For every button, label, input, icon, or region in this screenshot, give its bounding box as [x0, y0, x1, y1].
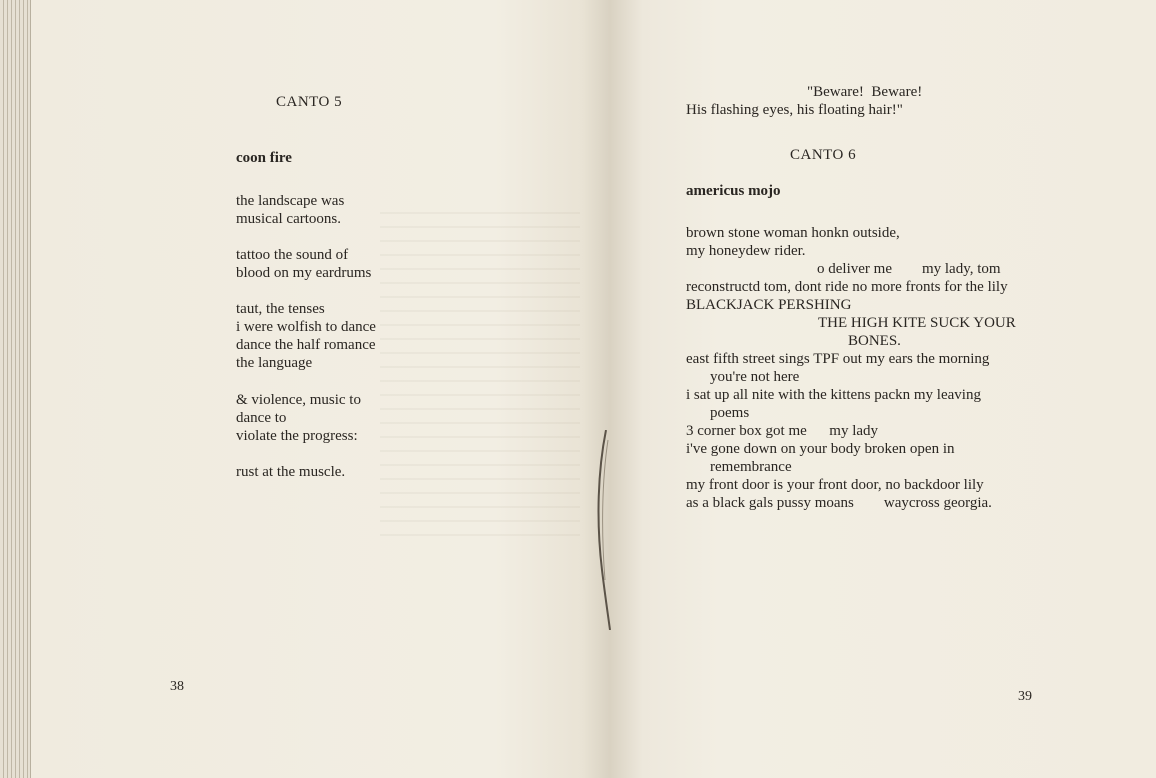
- epigraph-line: His flashing eyes, his floating hair!": [686, 102, 903, 118]
- poem-line: 3 corner box got me my lady: [686, 423, 879, 439]
- poem-line: brown stone woman honkn outside,: [686, 225, 900, 241]
- poem-line: i've gone down on your body broken open in: [686, 441, 955, 457]
- poem-line: as a black gals pussy moans waycross georgia.: [686, 495, 992, 511]
- poem-line: tattoo the sound of: [236, 247, 349, 263]
- poem-line: dance the half romance: [236, 337, 376, 353]
- poem-title-americus-mojo: americus mojo: [686, 183, 781, 199]
- canto-5-title: CANTO 5: [276, 94, 343, 110]
- poem-line: violate the progress:: [236, 428, 358, 444]
- page-number-right: 39: [1018, 689, 1032, 704]
- poem-line: poems: [710, 405, 750, 421]
- poem-line: taut, the tenses: [236, 301, 325, 317]
- poem-line: remembrance: [710, 459, 792, 475]
- book-gutter-crease: [596, 430, 612, 630]
- poem-line: my honeydew rider.: [686, 243, 806, 259]
- poem-line: BLACKJACK PERSHING: [686, 297, 852, 313]
- poem-line: blood on my eardrums: [236, 265, 372, 281]
- poem-line: the language: [236, 355, 313, 371]
- epigraph-line: "Beware! Beware!: [807, 84, 923, 100]
- poem-line: dance to: [236, 410, 287, 426]
- poem-line: o deliver me my lady, tom: [817, 261, 1001, 277]
- bleed-through-texture: [380, 200, 580, 540]
- page-number-left: 38: [170, 679, 184, 694]
- poem-title-coon-fire: coon fire: [236, 150, 292, 166]
- poem-line: rust at the muscle.: [236, 464, 346, 480]
- poem-line: the landscape was: [236, 193, 345, 209]
- poem-line: my front door is your front door, no backdoor lily: [686, 477, 984, 493]
- poem-line: BONES.: [848, 333, 901, 349]
- poem-line: THE HIGH KITE SUCK YOUR: [818, 315, 1016, 331]
- poem-line: & violence, music to: [236, 392, 361, 408]
- poem-line: reconstructd tom, dont ride no more fronts for the lily: [686, 279, 1008, 295]
- poem-line: you're not here: [710, 369, 800, 385]
- canto-6-title: CANTO 6: [790, 147, 857, 163]
- poem-line: musical cartoons.: [236, 211, 341, 227]
- poem-line: i were wolfish to dance: [236, 319, 376, 335]
- poem-line: east fifth street sings TPF out my ears the morning: [686, 351, 990, 367]
- poem-line: i sat up all nite with the kittens packn my leaving: [686, 387, 981, 403]
